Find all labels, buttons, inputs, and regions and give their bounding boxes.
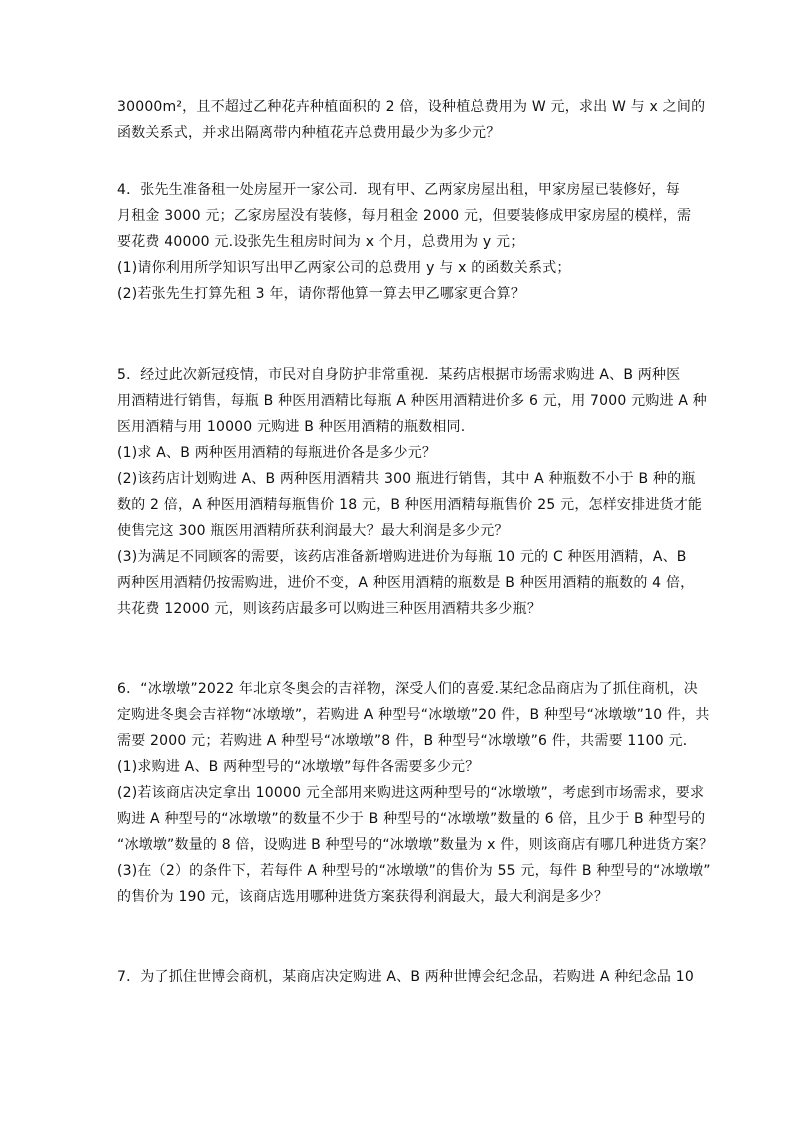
problem4-question1: (1)请你利用所学知识写出甲乙两家公司的总费用 y 与 x 的函数关系式； xyxy=(117,260,571,276)
problem5-question3-line2: 两种医用酒精仍按需购进，进价不变，A 种医用酒精的瓶数是 B 种医用酒精的瓶数的 4 倍， xyxy=(117,575,695,591)
problem7-line1: 7．为了抓住世博会商机，某商店决定购进 A、B 两种世博会纪念品，若购进 A 种纪念品 10 xyxy=(117,969,694,985)
problem4-line1: 4．张先生准备租一处房屋开一家公司．现有甲、乙两家房屋出租，甲家房屋已装修好，每 xyxy=(117,182,680,198)
problem6-question3-line2: 的售价为 190 元，该商店选用哪种进货方案获得利润最大，最大利润是多少？ xyxy=(117,889,609,905)
problem6-question2-line1: (2)若该商店决定拿出 10000 元全部用来购进这两种型号的“冰墩墩”，考虑到市场需求，要求 xyxy=(117,785,705,801)
problem4-line2: 月租金 3000 元；乙家房屋没有装修，每月租金 2000 元，但要装修成甲家房屋的模样，需 xyxy=(117,208,692,224)
problem5-line3: 医用酒精与用 10000 元购进 B 种医用酒精的瓶数相同. xyxy=(117,419,466,435)
problem6-question2-line3: “冰墩墩”数量的 8 倍，设购进 B 种型号的“冰墩墩”数量为 x 件，则该商店有哪几种进货方案？ xyxy=(117,837,714,853)
problem5-question2-line2: 数的 2 倍，A 种医用酒精每瓶售价 18 元，B 种医用酒精每瓶售价 25 元，怎样安排进货才能 xyxy=(117,497,703,513)
problem6-question2-line2: 购进 A 种型号的“冰墩墩”的数量不少于 B 种型号的“冰墩墩”数量的 6 倍，且少于 B 种型号的 xyxy=(117,811,706,827)
problem3-line1: 30000m²，且不超过乙种花卉种植面积的 2 倍，设种植总费用为 W 元，求出 W 与 x 之间的 xyxy=(117,99,706,115)
problem5-question2-line3: 使售完这 300 瓶医用酒精所获利润最大？最大利润是多少元？ xyxy=(117,523,509,539)
problem5-question2-line1: (2)该药店计划购进 A、B 两种医用酒精共 300 瓶进行销售，其中 A 种瓶数不小于 B 种的瓶 xyxy=(117,471,696,487)
problem5-question3-line1: (3)为满足不同顾客的需要，该药店准备新增购进进价为每瓶 10 元的 C 种医用酒精，A、B xyxy=(117,549,687,565)
problem6-question3-line1: (3)在（2）的条件下，若每件 A 种型号的“冰墩墩”的售价为 55 元，每件 B 种型号的“冰墩墩” xyxy=(117,863,711,879)
problem6-line1: 6．“冰墩墩”2022 年北京冬奥会的吉祥物，深受人们的喜爱.某纪念品商店为了抓住商机，决 xyxy=(117,681,698,697)
problem5-question1: (1)求 A、B 两种医用酒精的每瓶进价各是多少元？ xyxy=(117,445,437,461)
problem5-line2: 用酒精进行销售，每瓶 B 种医用酒精比每瓶 A 种医用酒精进价多 6 元，用 7000 元购进 A 种 xyxy=(117,393,707,409)
problem6-question1: (1)求购进 A、B 两种型号的“冰墩墩”每件各需要多少元？ xyxy=(117,759,480,775)
problem5-line1: 5．经过此次新冠疫情，市民对自身防护非常重视．某药店根据市场需求购进 A、B 两种医 xyxy=(117,367,681,383)
problem4-question2: (2)若张先生打算先租 3 年，请你帮他算一算去甲乙哪家更合算？ xyxy=(117,286,526,302)
problem4-line3: 要花费 40000 元.设张先生租房时间为 x 个月，总费用为 y 元； xyxy=(117,234,525,250)
problem6-line2: 定购进冬奥会吉祥物“冰墩墩”，若购进 A 种型号“冰墩墩”20 件，B 种型号“冰墩墩”10 件，共 xyxy=(117,707,710,723)
problem6-line3: 需要 2000 元；若购进 A 种型号“冰墩墩”8 件，B 种型号“冰墩墩”6 件，共需要 1100 元． xyxy=(117,733,697,749)
problem3-line2: 函数关系式，并求出隔离带内种植花卉总费用最少为多少元？ xyxy=(117,125,501,141)
problem5-question3-line3: 共花费 12000 元，则该药店最多可以购进三种医用酒精共多少瓶？ xyxy=(117,601,542,617)
